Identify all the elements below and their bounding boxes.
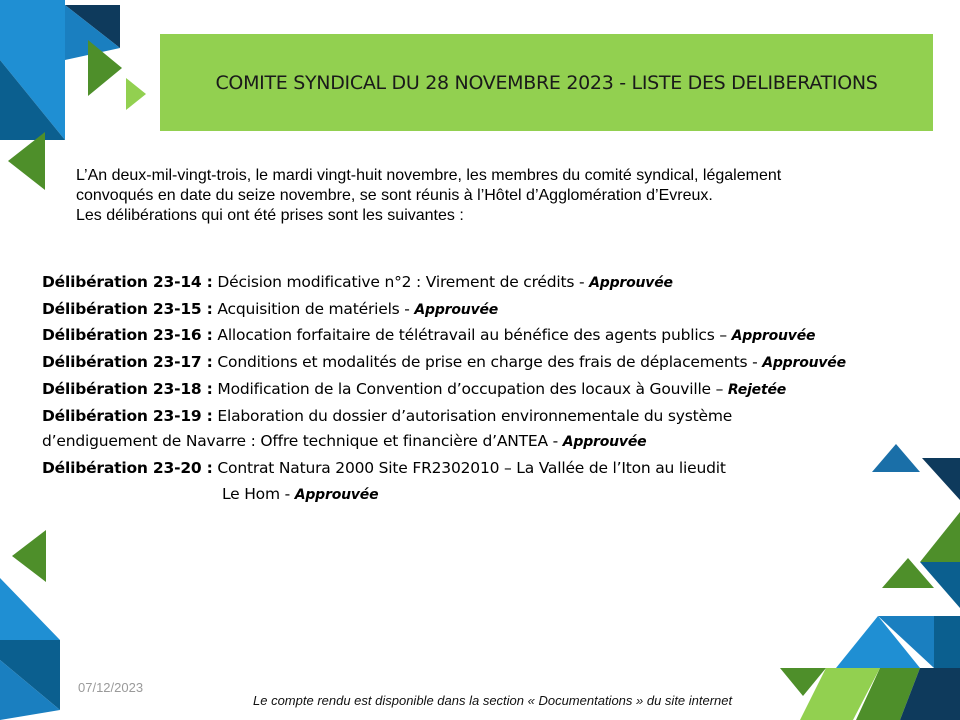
deliberation-text-continued: Le Hom - bbox=[222, 484, 295, 503]
deliberation-23-17 bbox=[42, 350, 942, 377]
deliberation-23-18 bbox=[42, 377, 942, 404]
deliberation-23-19-continued bbox=[42, 429, 942, 456]
intro-line-2: convoqués en date du seize novembre, se sont réunis à l’Hôtel d’Agglomération d’Evreux. bbox=[76, 187, 713, 204]
deliberation-number: Délibération 23-18 : bbox=[42, 379, 213, 398]
deliberation-number: Délibération 23-17 : bbox=[42, 353, 213, 372]
deliberation-number: Délibération 23-15 : bbox=[42, 299, 213, 318]
page-title: COMITE SYNDICAL DU 28 NOVEMBRE 2023 - LISTE DES DELIBERATIONS bbox=[215, 71, 878, 94]
deliberation-23-19 bbox=[42, 404, 942, 430]
deliberation-status: Rejetée bbox=[727, 381, 787, 398]
deliberation-text: Acquisition de matériels - bbox=[212, 299, 415, 318]
deliberation-text-continued: d’endiguement de Navarre : Offre technique et financière d’ANTEA - bbox=[42, 432, 563, 451]
deliberation-number: Délibération 23-16 : bbox=[42, 326, 213, 345]
deliberation-number: Délibération 23-19 : bbox=[42, 406, 213, 425]
deliberation-23-15 bbox=[42, 297, 942, 324]
deliberation-23-20-continued bbox=[42, 482, 942, 509]
green-triangle-left bbox=[8, 132, 45, 190]
blue-triangle-bottom-left bbox=[0, 578, 60, 640]
deliberation-status: Approuvée bbox=[294, 486, 379, 503]
deliberation-23-16 bbox=[42, 323, 942, 350]
deliberation-status: Approuvée bbox=[731, 328, 816, 345]
green-triangle-bottom-left bbox=[12, 530, 46, 582]
deliberation-23-20 bbox=[42, 456, 942, 482]
light-green-triangle-top bbox=[126, 78, 146, 110]
slide-date: 07/12/2023 bbox=[78, 680, 144, 695]
deliberation-status: Approuvée bbox=[562, 434, 647, 451]
deliberation-text: Contrat Natura 2000 Site FR2302010 – La Vallée de l’Iton au lieudit bbox=[212, 458, 726, 477]
deliberation-text: Décision modificative n°2 : Virement de crédits - bbox=[212, 273, 590, 291]
green-triangle-right bbox=[920, 512, 960, 562]
deliberation-number: Délibération 23-20 : bbox=[42, 458, 213, 477]
intro-line-3: Les délibérations qui ont été prises sont les suivantes : bbox=[76, 207, 464, 224]
intro-paragraph bbox=[76, 166, 926, 226]
deliberation-status: Approuvée bbox=[414, 301, 499, 318]
deliberation-status: Approuvée bbox=[762, 355, 846, 372]
intro-line-1: L’An deux-mil-vingt-trois, le mardi vingt-huit novembre, les membres du comité syndical, légalement bbox=[76, 167, 782, 184]
dark-blue-block-bottom-right bbox=[934, 616, 960, 668]
deliberation-text: Modification de la Convention d’occupation des locaux à Gouville – bbox=[212, 379, 728, 398]
deliberation-number: Délibération 23-14 : bbox=[42, 273, 213, 291]
footer-note: Le compte rendu est disponible dans la section « Documentations » du site internet bbox=[253, 693, 733, 708]
deliberation-23-14 bbox=[42, 270, 942, 297]
deliberation-text: Elaboration du dossier d’autorisation environnementale du système bbox=[212, 406, 733, 425]
title-banner bbox=[160, 34, 933, 131]
deliberation-text: Allocation forfaitaire de télétravail au bénéfice des agents publics – bbox=[212, 326, 732, 345]
deliberations-list bbox=[42, 270, 942, 508]
deliberation-status: Approuvée bbox=[589, 275, 673, 291]
deliberation-text: Conditions et modalités de prise en charge des frais de déplacements - bbox=[212, 353, 763, 372]
